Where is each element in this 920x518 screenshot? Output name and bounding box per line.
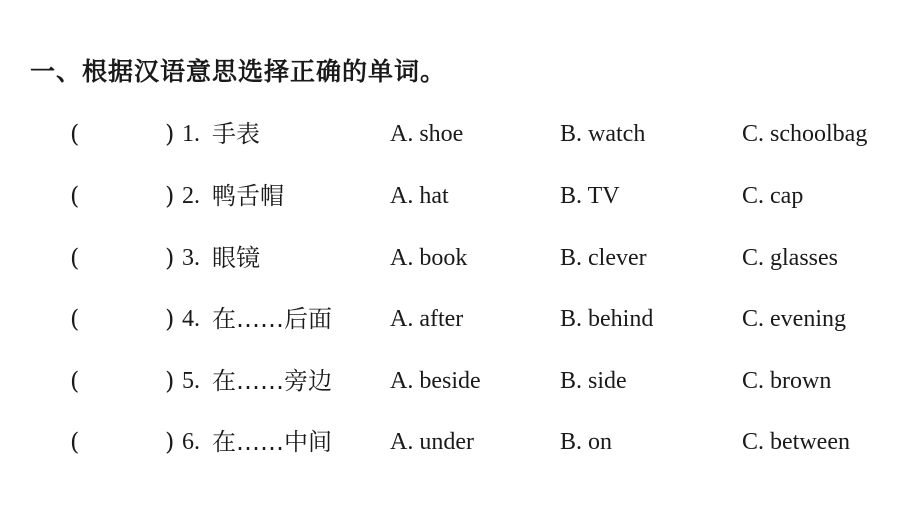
answer-bracket-open: ( [70, 244, 80, 272]
option-c: C. brown [742, 368, 832, 394]
option-c: C. cap [742, 183, 804, 209]
question-number: 6. [182, 429, 200, 455]
chinese-prompt: 手表 [212, 120, 260, 148]
question-row [0, 361, 920, 401]
option-a: A. after [390, 306, 464, 332]
option-c: C. evening [742, 306, 846, 332]
chinese-prompt: 在……后面 [212, 305, 332, 333]
option-a: A. hat [390, 183, 449, 209]
answer-blank[interactable] [85, 242, 163, 274]
answer-bracket-close: ) [165, 244, 175, 272]
option-b: B. clever [560, 245, 647, 271]
answer-bracket-open: ( [70, 367, 80, 395]
question-row [0, 299, 920, 339]
option-a: A. beside [390, 368, 481, 394]
question-row [0, 114, 920, 154]
chinese-prompt: 眼镜 [212, 244, 260, 272]
option-b: B. behind [560, 306, 654, 332]
question-row [0, 422, 920, 462]
question-number: 4. [182, 306, 200, 332]
answer-blank[interactable] [85, 303, 163, 335]
answer-blank[interactable] [85, 426, 163, 458]
question-number: 1. [182, 121, 200, 147]
chinese-prompt: 在……旁边 [212, 367, 332, 395]
option-a: A. book [390, 245, 468, 271]
option-c: C. between [742, 429, 850, 455]
chinese-prompt: 鸭舌帽 [212, 182, 284, 210]
question-number: 2. [182, 183, 200, 209]
option-a: A. under [390, 429, 474, 455]
answer-bracket-close: ) [165, 182, 175, 210]
answer-blank[interactable] [85, 180, 163, 212]
answer-bracket-open: ( [70, 428, 80, 456]
question-row [0, 176, 920, 216]
option-a: A. shoe [390, 121, 464, 147]
option-b: B. TV [560, 183, 620, 209]
option-c: C. schoolbag [742, 121, 868, 147]
exercise-title: 一、根据汉语意思选择正确的单词。 [30, 57, 447, 86]
chinese-prompt: 在……中间 [212, 428, 332, 456]
answer-bracket-close: ) [165, 120, 175, 148]
answer-bracket-open: ( [70, 182, 80, 210]
question-number: 5. [182, 368, 200, 394]
option-c: C. glasses [742, 245, 838, 271]
answer-bracket-close: ) [165, 305, 175, 333]
answer-bracket-open: ( [70, 305, 80, 333]
answer-bracket-open: ( [70, 120, 80, 148]
answer-bracket-close: ) [165, 428, 175, 456]
answer-blank[interactable] [85, 118, 163, 150]
question-number: 3. [182, 245, 200, 271]
answer-blank[interactable] [85, 365, 163, 397]
option-b: B. on [560, 429, 613, 455]
answer-bracket-close: ) [165, 367, 175, 395]
option-b: B. watch [560, 121, 646, 147]
option-b: B. side [560, 368, 627, 394]
question-row [0, 238, 920, 278]
